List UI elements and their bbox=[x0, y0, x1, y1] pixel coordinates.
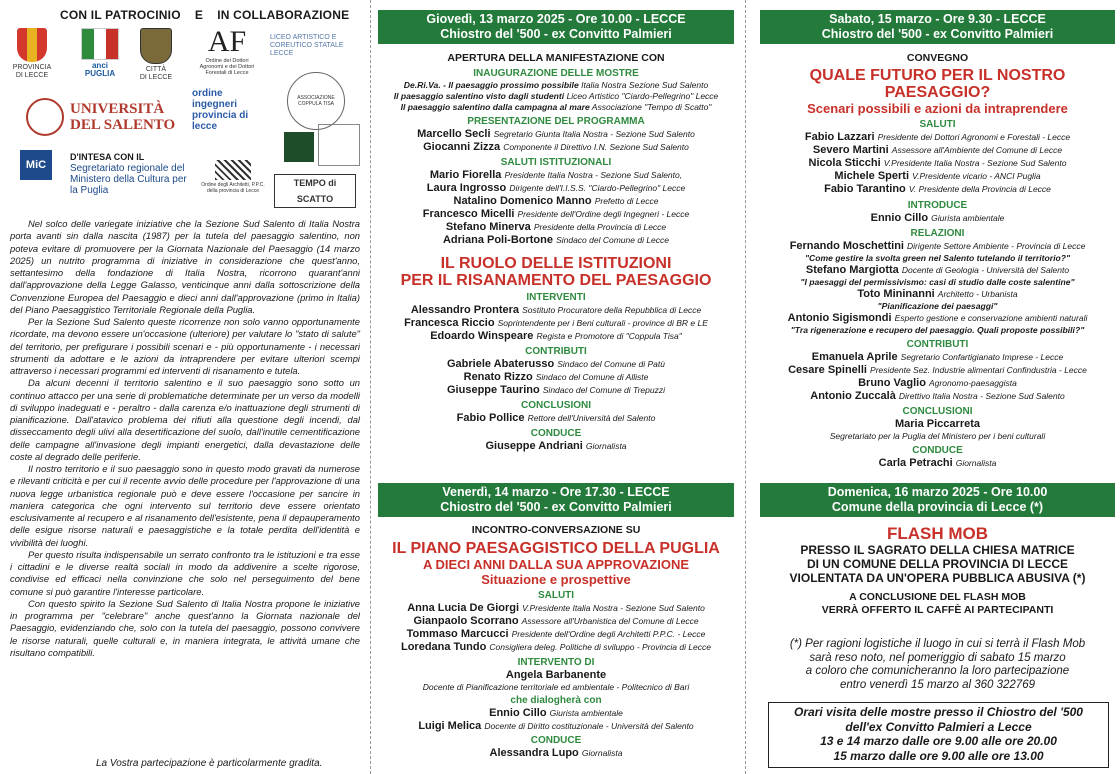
conclusioni-label: CONCLUSIONI bbox=[521, 400, 591, 411]
intro-text bbox=[10, 218, 360, 659]
intervento-label: INTERVENTO DI bbox=[517, 657, 595, 668]
small-ad-logo bbox=[318, 124, 360, 166]
ministero-label: Segretariato regionale del Ministero della Cultura per la Puglia bbox=[70, 163, 187, 196]
saluti-label: SALUTI bbox=[537, 590, 575, 601]
incontro-label: INCONTRO-CONVERSAZIONE SU bbox=[471, 524, 641, 536]
saturday-program: CONVEGNO QUALE FUTURO PER IL NOSTRO PAESAGGIO? Scenari possibili e azioni da intraprendere SALUTI Fabio Lazzari Presidente dei Dottori Agronomi e Forestali - Lecce Severo Martini Assessore all'Ambiente del Comune di Lecce Nicola Sticchi V.Presidente Italia Nostra - Sezione Sud Salento Michele Sperti V.Presidente vicario - ANCI Puglia Fabio Tarantino V. Presidente della Provincia di Lecce INTRODUCE Ennio Cillo Giurista ambientale RELAZIONI Fernando Moschettini Dirigente Settore Ambiente - Provincia di Lecce "Come gestire la svolta green nel Salento tutelando il territorio?" Stefano Margiotta Docente di Geologia - Università del Salento "I paesaggi del permissivismo: casi di studio dalle coste salentine" Toto Mininanni Architetto - Urbanista "Pianificazione dei paesaggi" Antonio Sigismondi Esperto gestione e conservazione ambienti naturali "Tra rigenerazione e recupero del paesaggio. Quali proposte possibili?" CONTRIBUTI Emanuela Aprile Segretario Confartigianato Imprese - Lecce Cesare Spinelli Presidente Sez. Industrie alimentari Confindustria - Lecce Bruno Vaglio Agronomo-paesaggista Antonio Zuccalà Direttivo Italia Nostra - Sezione Sud Salento CONCLUSIONI Maria Piccarreta Segretariato per la Puglia del Ministero per i beni culturali CONDUCE Carla Petrachi Giornalista bbox=[760, 52, 1115, 470]
relazioni-label: RELAZIONI bbox=[910, 228, 965, 239]
closing-line: La Vostra partecipazione è particolarmente gradita. bbox=[96, 758, 323, 769]
provincia-logo: PROVINCIA DI LECCE bbox=[12, 28, 52, 80]
saturday-title: QUALE FUTURO PER IL NOSTRO PAESAGGIO? bbox=[809, 67, 1066, 101]
friday-subtitle: Situazione e prospettive bbox=[481, 572, 631, 587]
column-divider bbox=[370, 0, 371, 774]
friday-program: INCONTRO-CONVERSAZIONE SU IL PIANO PAESAGGISTICO DELLA PUGLIA A DIECI ANNI DALLA SUA APPROVAZIONE Situazione e prospettive SALUTI Anna Lucia De Giorgi V.Presidente Italia Nostra - Sezione Sud Salento Gianpaolo Scorrano Assessore all'Urbanistica del Comune di Lecce Tommaso Marcucci Presidente dell'Ordine degli Architetti P.P.C. - Lecce Loredana Tundo Consigliera deleg. Politiche di sviluppo - Provincia di Lecce INTERVENTO DI Angela Barbanente Docente di Pianificazione territoriale ed ambientale - Politecnico di Bari che dialogherà con Ennio Cillo Giurista ambientale Luigi Melica Docente di Diritto costituzionale - Università del Salento CONDUCE Alessandra Lupo Giornalista bbox=[378, 524, 734, 760]
location-note: (*) Per ragioni logistiche il luogo in cui si terrà il Flash Mob sarà reso noto, nel pomeriggio di sabato 15 marzo a coloro che comunicheranno la loro partecipazione entro venerdì 15 marzo al 360 322769 bbox=[789, 638, 1086, 691]
friday-header: Venerdì, 14 marzo - Ore 17.30 - LECCE Chiostro del '500 - ex Convitto Palmieri bbox=[378, 483, 734, 517]
architetti-logo: Ordine degli Architetti, P.P.C. della provincia di Lecce bbox=[198, 160, 268, 194]
friday-subtitle: A DIECI ANNI DALLA SUA APPROVAZIONE bbox=[422, 557, 690, 572]
ingegneri-logo: ordine ingegneri provincia di lecce bbox=[192, 88, 249, 132]
saturday-subtitle: Scenari possibili e azioni da intraprendere bbox=[807, 101, 1068, 116]
sunday-program: FLASH MOB PRESSO IL SAGRATO DELLA CHIESA MATRICE DI UN COMUNE DELLA PROVINCIA DI LECCE VIOLENTATA DA UN'OPERA PUBBLICA ABUSIVA (*) A CONCLUSIONE DEL FLASH MOB VERRÀ OFFERTO IL CAFFÈ AI PARTECIPANTI bbox=[760, 524, 1115, 617]
intro-paragraph: Con questo spirito la Sezione Sud Salento di Italia Nostra propone le iniziative in programma per "celebrare" anche quest'anno la Giornata nazionale del Paesaggio, evidenziando che, solo con la tutela del paesaggio, possono convivere le risorse naturali, quelle culturali e, in maniera integrata, le attività umane che risultano compatibili. bbox=[10, 597, 360, 658]
opening-hours-box: Orari visita delle mostre presso il Chiostro del '500 dell'ex Convitto Palmieri a Lecce 13 e 14 marzo dalle ore 9.00 alle ore 20.00 15 marzo dalle ore 9.00 alle ore 13.00 bbox=[768, 702, 1109, 768]
intesa-label: D'INTESA CON IL bbox=[70, 152, 145, 162]
apertura-label: APERTURA DELLA MANIFESTAZIONE CON bbox=[447, 52, 665, 64]
citta-logo: CITTÀ DI LECCE bbox=[136, 28, 176, 82]
conclusioni-label: CONCLUSIONI bbox=[902, 406, 973, 417]
intro-paragraph: Il nostro territorio e il suo paesaggio sono in questo modo gravati da numerose e rilevanti criticità e per cui il recente avvio delle procedure per l'approvazione di una nuova legge urbanistica regionale può e deve essere l'occasione per sancire in maniera categorica che ogni intervento sul territorio deve essere orientato esclusivamente al recupero e al risanamento dell'esistente, pena il depauperamento delle esigue risorse naturali e paesaggistiche e la totale perdita dell'identità e vivibilità dei luoghi. bbox=[10, 463, 360, 548]
universita-logo: UNIVERSITÀ DEL SALENTO bbox=[26, 98, 186, 136]
dialoghera-label: che dialogherà con bbox=[510, 695, 602, 706]
thursday-title: IL RUOLO DELLE ISTITUZIONI bbox=[440, 255, 672, 272]
introduce-label: INTRODUCE bbox=[907, 200, 968, 211]
flash-mob-title: FLASH MOB bbox=[886, 524, 989, 543]
liceo-logo: LICEO ARTISTICO E COREUTICO STATALE LECCE bbox=[270, 34, 344, 57]
thursday-title: PER IL RISANAMENTO DEL PAESAGGIO bbox=[400, 272, 712, 289]
saluti-label: SALUTI bbox=[919, 119, 956, 130]
conduce-label: CONDUCE bbox=[530, 735, 582, 746]
saturday-sunday-column bbox=[760, 0, 1115, 774]
inaugurazione-label: INAUGURAZIONE DELLE MOSTRE bbox=[473, 68, 639, 79]
mic-logo: MiC bbox=[20, 150, 54, 180]
sunday-header: Domenica, 16 marzo 2025 - Ore 10.00 Comune della provincia di Lecce (*) bbox=[760, 483, 1115, 517]
saturday-header: Sabato, 15 marzo - Ore 9.30 - LECCE Chiostro del '500 - ex Convitto Palmieri bbox=[760, 10, 1115, 44]
presentazione-label: PRESENTAZIONE DEL PROGRAMMA bbox=[467, 116, 645, 127]
intro-paragraph: Nel solco delle variegate iniziative che la Sezione Sud Salento di Italia Nostra porta avanti sin dalla nascita (1987) per la tutela del paesaggio salentino, non poteva evitare di promuovere per la Giornata Nazionale del Paesaggio (14 marzo 2025) un nutrito programma di iniziative in considerazione che quest'anno, settantesimo della fondazione di Italia Nostra, ricorrono quarant'anni dall'approvazione della Legge Galasso, venticinque anni dalla sottoscrizione della Convenzione Europea del Paesaggio e dieci anni dall'approvazione (primo in Italia) del Piano Paesaggistico Territoriale Regionale della Puglia. bbox=[10, 218, 360, 315]
agronomi-logo: AF Ordine dei Dottori Agronomi e dei Dottori Forestali di Lecce bbox=[199, 25, 255, 76]
interventi-label: INTERVENTI bbox=[526, 292, 586, 303]
thursday-friday-column bbox=[378, 0, 734, 774]
thursday-header: Giovedì, 13 marzo 2025 - Ore 10.00 - LECCE Chiostro del '500 - ex Convitto Palmieri bbox=[378, 10, 734, 44]
intro-paragraph: Per questo risulta indispensabile un serrato confronto tra le istituzioni e tra esse i cittadini e le diverse realtà sociali in modo da addivenire a scelte rigorose, condivise ed efficaci nella convinzione che solo nel perseguimento del bene comune si può garantire l'interesse particolare. bbox=[10, 548, 360, 597]
intro-column bbox=[0, 0, 368, 774]
ingegneri-green-logo bbox=[284, 132, 314, 162]
friday-title: IL PIANO PAESAGGISTICO DELLA PUGLIA bbox=[392, 540, 720, 557]
conduce-label: CONDUCE bbox=[530, 428, 582, 439]
coppula-logo: ASSOCIAZIONE COPPULA TISA bbox=[284, 72, 348, 130]
saluti-label: SALUTI ISTITUZIONALI bbox=[500, 157, 612, 168]
patrocinio-title: CON IL PATROCINIO E IN COLLABORAZIONE bbox=[60, 8, 350, 22]
intro-paragraph: Per la Sezione Sud Salento queste ricorrenze non solo vanno opportunamente ricordate, ma devono essere un'occasione (ulteriore) per valutare lo "stato di salute" del territorio, per prefigurare i possibili scenari e - più opportunamente - i necessari strumenti da adottare e le azioni da intraprendere per evitare ulteriori scempi attraverso i necessari programmi ed interventi di risanamento e tutela. bbox=[10, 316, 360, 376]
conduce-label: CONDUCE bbox=[912, 445, 963, 456]
column-divider bbox=[745, 0, 746, 774]
intro-paragraph: Da alcuni decenni il territorio salentino e il suo paesaggio sono sotto un continuo attacco per una serie di problematiche determinate per un verso da modelli di sviluppo inadeguati e - peraltro - dalla carenza e/o inattuazione degli strumenti di pianificazione. Dall'atavico problema dei rifiuti alla questione degli incendi, dal disseccamento degli ulivi alla desertificazione del suolo, dall'inutile cementificazione delle campagne all'invasione degli impianti energetici, dalla devastazione delle coste al degrado delle periferie. bbox=[10, 377, 360, 462]
convegno-label: CONVEGNO bbox=[906, 52, 969, 64]
thursday-program: APERTURA DELLA MANIFESTAZIONE CON INAUGURAZIONE DELLE MOSTRE De.Ri.Va. - Il paesaggio prossimo possibile Italia Nostra Sezione Sud Salento Il paesaggio salentino visto dagli studenti Liceo Artistico "Ciardo-Pellegrino" Lecce Il paesaggio salentino dalla campagna al mare Associazione "Tempo di Scatto" PRESENTAZIONE DEL PROGRAMMA Marcello Secli Segretario Giunta Italia Nostra - Sezione Sud Salento Giocanni Zizza Componente il Direttivo I.N. Sezione Sud Salento SALUTI ISTITUZIONALI Mario Fiorella Presidente Italia Nostra - Sezione Sud Salento, Laura Ingrosso Dirigente dell'I.I.S.S. "Ciardo-Pellegrino" Lecce Natalino Domenico Manno Prefetto di Lecce Francesco Micelli Presidente dell'Ordine degli Ingegneri - Lecce Stefano Minerva Presidente della Provincia di Lecce Adriana Poli-Bortone Sindaco del Comune di Lecce IL RUOLO DELLE ISTITUZIONI PER IL RISANAMENTO DEL PAESAGGIO INTERVENTI Alessandro Prontera Sostituto Procuratore della Repubblica di Lecce Francesca Riccio Soprintendente per i Beni culturali - province di BR e LE Edoardo Winspeare Regista e Promotore di "Coppula Tisa" CONTRIBUTI Gabriele Abaterusso Sindaco del Comune di Patù Renato Rizzo Sindaco del Comune di Alliste Giuseppe Taurino Sindaco del Comune di Trepuzzi CONCLUSIONI Fabio Pollice Rettore dell'Università del Salento CONDUCE Giuseppe Andriani Giornalista bbox=[378, 52, 734, 453]
unisalento-seal-icon bbox=[26, 98, 64, 136]
contributi-label: CONTRIBUTI bbox=[906, 339, 969, 350]
tempo-scatto-logo: TEMPO di SCATTO bbox=[274, 174, 356, 208]
contributi-label: CONTRIBUTI bbox=[525, 346, 587, 357]
anci-logo: anci PUGLIA bbox=[78, 28, 122, 78]
